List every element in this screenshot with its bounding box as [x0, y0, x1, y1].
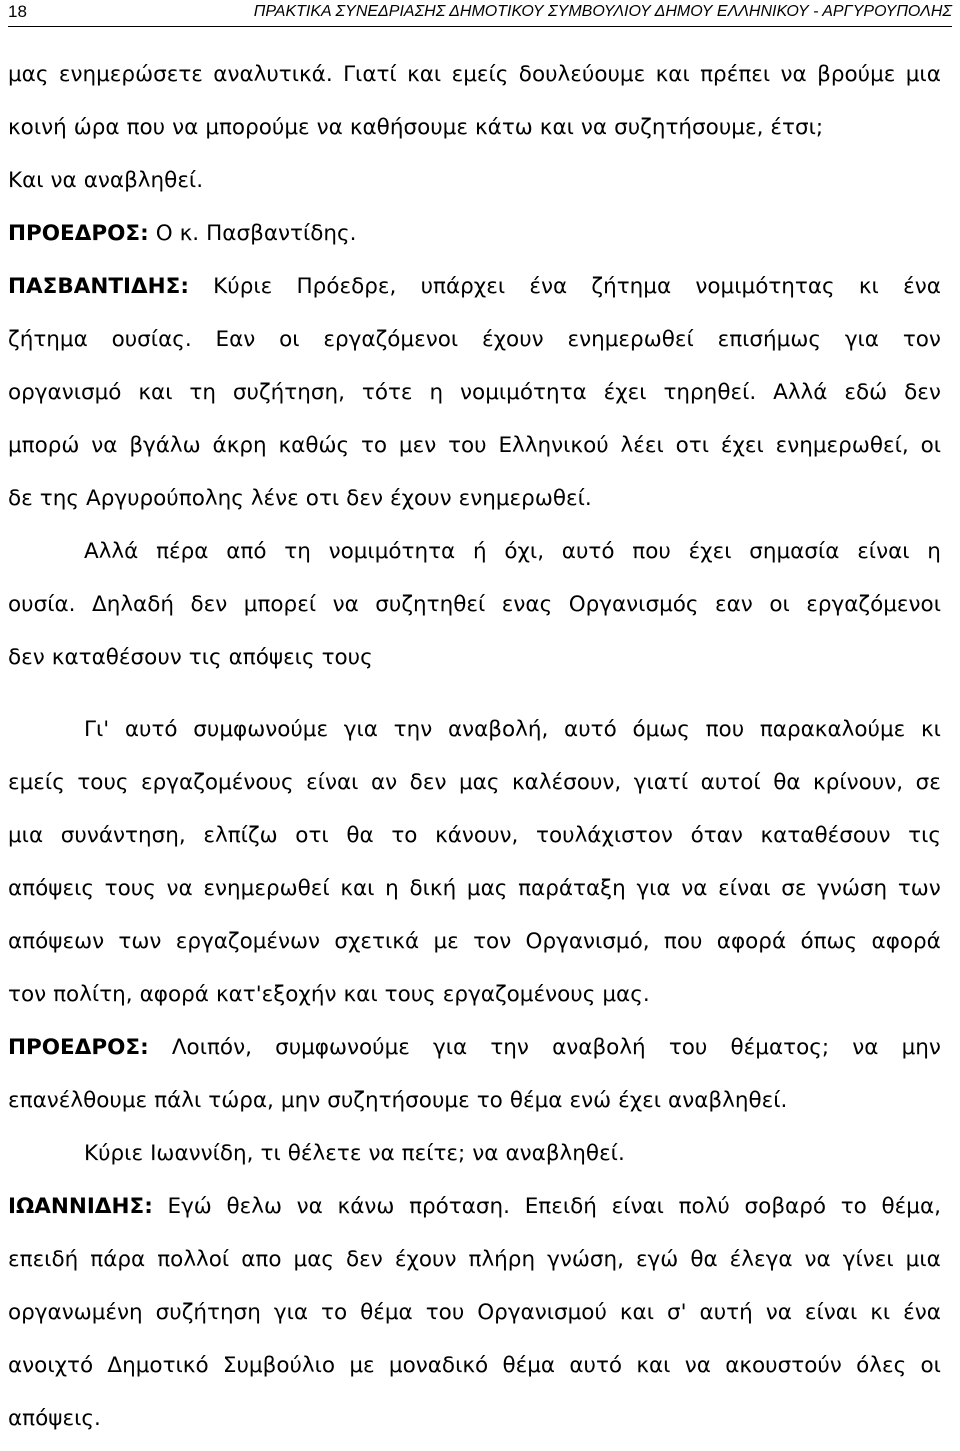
text-line [8, 101, 941, 154]
word: καταθέσουν [760, 823, 891, 848]
word: μας [458, 770, 500, 795]
speaker-label: ΠΡΟΕΔΡΟΣ: [8, 1035, 149, 1060]
word: τον [8, 982, 47, 1007]
paragraph-gap [8, 684, 941, 703]
word: καλέσουν, [511, 770, 622, 795]
word: γιατί [633, 770, 689, 795]
word: δεν [409, 770, 447, 795]
word: ανοιχτό [8, 1353, 94, 1378]
text-line [8, 578, 941, 631]
word: εργαζόμενοι [323, 327, 459, 352]
word: όχι, [504, 539, 545, 564]
word: αναβληθεί. [505, 1141, 625, 1166]
word: μια [8, 823, 44, 848]
speaker-label: ΠΡΟΕΔΡΟΣ: [8, 221, 149, 246]
word: ώρα [73, 115, 120, 140]
word: να [368, 1141, 395, 1166]
text-line [8, 631, 941, 684]
word: εργαζόμενοι [806, 592, 941, 617]
word: και [138, 380, 173, 405]
word: να [166, 876, 193, 901]
word: να [172, 115, 199, 140]
word: ακουστούν [725, 1353, 842, 1378]
word: ζήτημα [591, 274, 672, 299]
word: και [343, 982, 378, 1007]
word: Κύριε [84, 1141, 144, 1166]
word: έτσι; [770, 115, 824, 140]
word: συζήτηση [155, 1300, 261, 1325]
word: έχει [720, 433, 764, 458]
word: οργανωμένη [8, 1300, 143, 1325]
word: αν [370, 770, 398, 795]
text-line [8, 756, 941, 809]
word: πρόταση. [409, 1194, 511, 1219]
word: εργαζομένους [442, 982, 596, 1007]
word: να [316, 115, 343, 140]
word: αφορά [139, 982, 209, 1007]
word: τι [260, 1141, 281, 1166]
word: Λοιπόν, [171, 1035, 252, 1060]
word: Πρόεδρε, [296, 274, 397, 299]
word: συμφωνούμε [193, 717, 329, 742]
word: ουσίας. [111, 327, 192, 352]
word: μπορούμε [205, 115, 310, 140]
word: την [393, 717, 433, 742]
word: Ιωαννίδη, [150, 1141, 254, 1166]
word: να [804, 1247, 831, 1272]
word: σ' [667, 1300, 687, 1325]
text-line [8, 862, 941, 915]
word: τις [188, 645, 222, 670]
word: νομιμότητας [695, 274, 835, 299]
word: συζήτηση, [232, 380, 345, 405]
word: μην [901, 1035, 941, 1060]
word: για [343, 717, 378, 742]
word: θέμα [360, 1300, 413, 1325]
word: όταν [690, 823, 743, 848]
word: και [655, 62, 690, 87]
word: Συμβούλιο [222, 1353, 336, 1378]
word: να [332, 592, 359, 617]
word: οι [920, 433, 941, 458]
word: επειδή [8, 1247, 79, 1272]
word: έχουν [394, 1247, 457, 1272]
word: θα [690, 1247, 718, 1272]
word: αναβολή, [447, 717, 549, 742]
word: ενώ [569, 1088, 612, 1113]
word: Κύριε [213, 274, 273, 299]
word: θα [773, 770, 801, 795]
text-line [8, 1286, 941, 1339]
word: κάνω [337, 1194, 395, 1219]
word: ενημερωθεί, [775, 433, 909, 458]
word: υπάρχει [420, 274, 506, 299]
word: εμείς [8, 770, 65, 795]
word: οι [769, 592, 790, 617]
word: έχει [618, 1088, 662, 1113]
word: Εγώ [167, 1194, 212, 1219]
word: μπορώ [8, 433, 80, 458]
word: Αλλά [773, 380, 828, 405]
word: αναβληθεί. [83, 168, 204, 193]
word: Επειδή [524, 1194, 597, 1219]
word: τότε [361, 380, 413, 405]
word: κι [870, 1300, 891, 1325]
word: μια [905, 1247, 941, 1272]
word: μας [466, 876, 508, 901]
text-line [8, 703, 941, 756]
word: δεν [346, 486, 383, 511]
text-line [8, 525, 941, 578]
running-title: ΠΡΑΚΤΙΚΑ ΣΥΝΕΔΡΙΑΣΗΣ ΔΗΜΟΤΙΚΟΥ ΣΥΜΒΟΥΛΙΟΥ ΔΗΜΟΥ ΕΛΛΗΝΙΚΟΥ - ΑΡΓΥΡΟΥΠΟΛΗΣ [253, 3, 952, 20]
word: των [897, 876, 941, 901]
word: Ελληνικού [498, 433, 609, 458]
text-line [8, 1233, 941, 1286]
word: τους [384, 982, 436, 1007]
word: επισήμως [717, 327, 821, 352]
word: Αλλά [84, 539, 139, 564]
word: που [126, 115, 166, 140]
word: πρέπει [700, 62, 771, 87]
word: τον [902, 327, 941, 352]
word: να [580, 115, 608, 140]
word: είναι [804, 1300, 858, 1325]
word: ενημερωθεί. [458, 486, 592, 511]
word: θέμα [509, 1088, 563, 1113]
word: να [765, 1300, 792, 1325]
word: για [636, 876, 671, 901]
word: επανέλθουμε [8, 1088, 148, 1113]
word: αφορά [716, 929, 787, 954]
word: είναι [611, 1194, 664, 1219]
word: καταθέσουν [51, 645, 182, 670]
word: δεν [190, 592, 228, 617]
word: Δηλαδή [92, 592, 175, 617]
word: συζητηθεί [375, 592, 486, 617]
word: θελω [226, 1194, 282, 1219]
word: η [429, 380, 444, 405]
word: την [490, 1035, 529, 1060]
word: τον [473, 929, 512, 954]
text-line [8, 366, 941, 419]
word: ενας [501, 592, 553, 617]
word: με [433, 929, 459, 954]
word: Αργυρούπολης [85, 486, 244, 511]
word: απόψεις [8, 876, 94, 901]
text-line [8, 1021, 941, 1074]
word: θέματος; [730, 1035, 830, 1060]
word: Γιατί [343, 62, 397, 87]
word: τους [77, 770, 129, 795]
word: αυτό [564, 717, 617, 742]
word: εμείς [451, 62, 509, 87]
word: Και [8, 168, 44, 193]
word: τις [908, 823, 941, 848]
text-line [8, 1392, 941, 1445]
text-line [8, 1074, 941, 1127]
word: θέμα, [881, 1194, 941, 1219]
word: εδώ [844, 380, 888, 405]
word: αναβληθεί. [668, 1088, 788, 1113]
word: αναλυτικά. [213, 62, 333, 87]
word: πείτε; [401, 1141, 466, 1166]
word: είναι [306, 770, 359, 795]
word: σημασία [749, 539, 840, 564]
word: σε [781, 876, 807, 901]
word: αυτοί [700, 770, 761, 795]
word: τους [321, 645, 373, 670]
page-number: 18 [8, 2, 27, 21]
word: εργαζομένων [175, 929, 321, 954]
word: Δημοτικό [107, 1353, 209, 1378]
word: σε [915, 770, 941, 795]
word: ενημερωθεί [567, 327, 694, 352]
word: πλήρη [468, 1247, 536, 1272]
word: ή [472, 539, 487, 564]
word: συζητήσουμε, [614, 115, 764, 140]
word: έλεγα [729, 1247, 793, 1272]
text-line [8, 48, 941, 101]
word: καθήσουμε [349, 115, 468, 140]
word: του [425, 1300, 465, 1325]
word: ενημερωθεί [203, 876, 330, 901]
text-line [8, 809, 941, 862]
word: θα [346, 823, 374, 848]
word: δεν [8, 645, 45, 670]
word: οι [279, 327, 300, 352]
word: και [619, 1300, 655, 1325]
text-line [8, 419, 941, 472]
word: μια [905, 62, 941, 87]
word: να [681, 876, 708, 901]
word: πάλι [154, 1088, 202, 1113]
word: μας [8, 62, 49, 87]
word: απο [241, 1247, 282, 1272]
word: το [360, 433, 388, 458]
text-line [8, 260, 941, 313]
word: να [852, 1035, 879, 1060]
word: αυτή [699, 1300, 753, 1325]
word: και [539, 115, 574, 140]
word: Οργανισμού [477, 1300, 607, 1325]
word: απόψεις [228, 645, 315, 670]
word: κάτω [474, 115, 533, 140]
word: είναι [718, 876, 771, 901]
word: τη [284, 539, 311, 564]
word: τηρηθεί. [663, 380, 757, 405]
word: ζήτημα [8, 327, 88, 352]
word: και [407, 62, 442, 87]
speaker-label: ΠΑΣΒΑΝΤΙΔΗΣ: [8, 274, 189, 299]
word: μας [293, 1247, 334, 1272]
word: να [684, 1353, 711, 1378]
word: όπως [800, 929, 858, 954]
word: νομιμότητα [460, 380, 587, 405]
word: δε [8, 486, 33, 511]
word: οτι [305, 486, 340, 511]
word: κι [858, 274, 879, 299]
word: μπορεί [243, 592, 317, 617]
word: λέει [620, 433, 664, 458]
word: απόψεων [8, 929, 105, 954]
word: για [273, 1300, 309, 1325]
word: πολίτη, [53, 982, 133, 1007]
word: πολύ [678, 1194, 730, 1219]
word: να [780, 62, 807, 87]
word: του [668, 1035, 708, 1060]
word: εαν [715, 592, 753, 617]
word: όμως [632, 717, 690, 742]
word: η [385, 876, 399, 901]
word: τουλάχιστον [536, 823, 673, 848]
word: έχει [688, 539, 732, 564]
word: λένε [250, 486, 299, 511]
word: μην [280, 1088, 321, 1113]
word: βγάλω [129, 433, 201, 458]
word: οτι [295, 823, 329, 848]
text-line [8, 1180, 941, 1233]
word: συμφωνούμε [275, 1035, 410, 1060]
word: κ. [179, 221, 200, 246]
word: μεν [398, 433, 437, 458]
text-line [8, 313, 941, 366]
word: Γι' [84, 717, 110, 742]
word: απόψεις. [8, 1406, 101, 1431]
word: παράταξη [518, 876, 626, 901]
word: ένα [903, 1300, 941, 1325]
word: τους [104, 876, 156, 901]
word: οργανισμό [8, 380, 122, 405]
word: το [321, 1300, 348, 1325]
word: μοναδικό [388, 1353, 489, 1378]
word: τη [189, 380, 216, 405]
word: πάρα [90, 1247, 146, 1272]
word: που [632, 539, 671, 564]
word: έχει [603, 380, 647, 405]
word: γνώση, [547, 1247, 624, 1272]
word: οι [920, 1353, 941, 1378]
word: της [39, 486, 79, 511]
word: ελπίζω [203, 823, 278, 848]
word: η [927, 539, 941, 564]
word: ένα [903, 274, 941, 299]
word: ουσία. [8, 592, 76, 617]
word: αφορά [871, 929, 941, 954]
word: όλες [856, 1353, 907, 1378]
word: Πασβαντίδης. [206, 221, 357, 246]
word: ενημερώσετε [58, 62, 203, 87]
word: Εαν [215, 327, 256, 352]
word: θέλετε [287, 1141, 362, 1166]
word: αυτό [124, 717, 178, 742]
word: για [433, 1035, 468, 1060]
word: και [340, 876, 375, 901]
word: εγώ [635, 1247, 679, 1272]
word: τώρα, [208, 1088, 274, 1113]
word: παρακαλούμε [759, 717, 906, 742]
word: και [636, 1353, 671, 1378]
speaker-label: ΙΩΑΝΝΙΔΗΣ: [8, 1194, 153, 1219]
word: να [472, 1141, 499, 1166]
word: Οργανισμός [568, 592, 699, 617]
document-body [8, 48, 941, 1445]
word: γίνει [842, 1247, 894, 1272]
word: συνάντηση, [60, 823, 186, 848]
word: κατ'εξοχήν [215, 982, 337, 1007]
word: από [226, 539, 267, 564]
word: κάνουν, [435, 823, 519, 848]
word: πέρα [156, 539, 209, 564]
word: μας. [602, 982, 650, 1007]
word: που [705, 717, 745, 742]
word: συζητήσουμε [327, 1088, 470, 1113]
word: Οργανισμό, [525, 929, 650, 954]
word: κι [920, 717, 941, 742]
word: κοινή [8, 115, 67, 140]
word: καθώς [278, 433, 350, 458]
text-line [8, 207, 941, 260]
word: είναι [857, 539, 910, 564]
word: αναβολή [552, 1035, 646, 1060]
word: κρίνουν, [813, 770, 904, 795]
word: σχετικά [334, 929, 420, 954]
word: το [840, 1194, 867, 1219]
word: έχουν [389, 486, 452, 511]
word: να [296, 1194, 323, 1219]
word: το [476, 1088, 503, 1113]
text-line [8, 154, 941, 207]
word: άκρη [212, 433, 267, 458]
word: με [349, 1353, 375, 1378]
text-line [8, 1339, 941, 1392]
word: ένα [529, 274, 568, 299]
word: αυτό [561, 539, 615, 564]
word: του [448, 433, 487, 458]
word: αυτό [569, 1353, 623, 1378]
word: θέμα [502, 1353, 556, 1378]
word: Ο [155, 221, 173, 246]
word: νομιμότητα [328, 539, 456, 564]
word: να [50, 168, 77, 193]
text-line [8, 472, 941, 525]
word: σοβαρό [744, 1194, 827, 1219]
word: γνώση [817, 876, 888, 901]
word: έχουν [482, 327, 544, 352]
word: πολλοί [157, 1247, 230, 1272]
text-line [8, 915, 941, 968]
word: των [118, 929, 162, 954]
word: δεν [346, 1247, 383, 1272]
word: να [91, 433, 118, 458]
word: το [391, 823, 418, 848]
word: βρούμε [817, 62, 896, 87]
word: που [663, 929, 703, 954]
text-line [8, 1127, 941, 1180]
word: δουλεύουμε [518, 62, 646, 87]
word: για [844, 327, 879, 352]
word: οτι [675, 433, 709, 458]
text-line [8, 968, 941, 1021]
word: δική [409, 876, 457, 901]
word: εργαζομένους [141, 770, 294, 795]
word: δεν [904, 380, 941, 405]
page-header [8, 0, 952, 27]
